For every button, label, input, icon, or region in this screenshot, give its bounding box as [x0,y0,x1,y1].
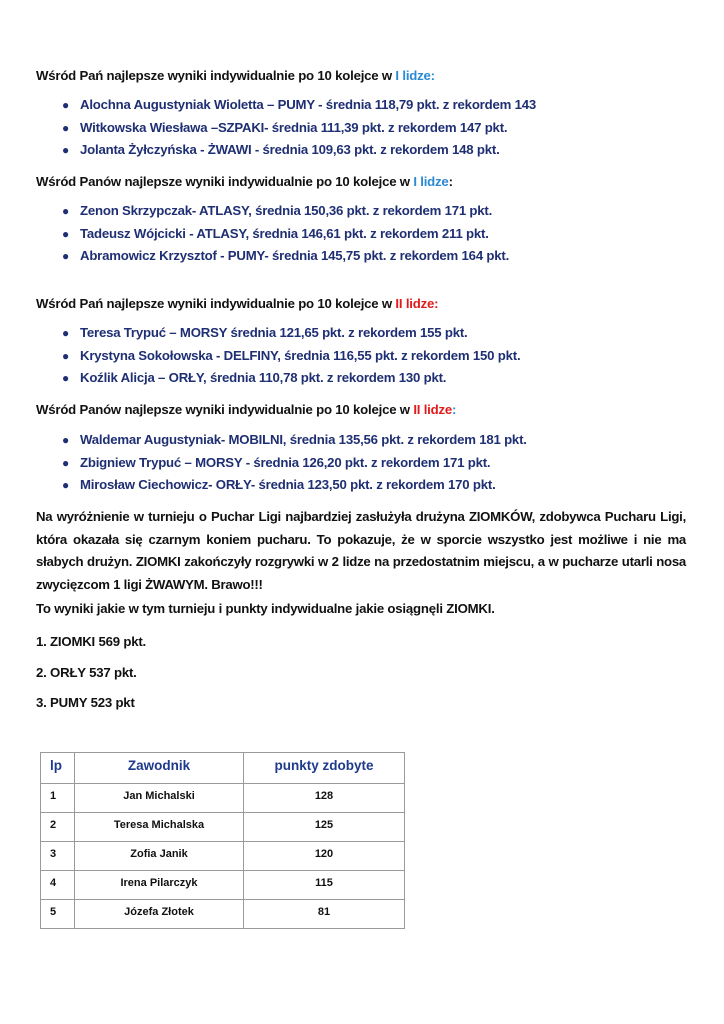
cup-summary-paragraph: Na wyróżnienie w turnieju o Puchar Ligi najbardziej zasłużyła drużyna ZIOMKÓW, zdobywca Pucharu Ligi, która okazała się czarnym koniem pucharu. To pokazuje, że w sporcie wszystko jest możliwe i nie ma słabych drużyn. ZIOMKI zakończyły rozgrywki w 2 lidze na przedostatnim miejscu, a w pucharze utarli nosa zwycięzcom 1 ligi ŻWAWYM. Brawo!!! [36,509,686,592]
list-item [62,139,536,162]
results-list-women-league-2 [62,322,520,390]
bullet-icon: ● [62,455,70,470]
list-item [62,200,509,223]
list-item [62,474,527,497]
list-item [62,223,509,246]
list-item-text: Zbigniew Trypuć – MORSY - średnia 126,20 pkt. z rekordem 171 pkt. [80,454,491,470]
heading-text: Wśród Pań najlepsze wyniki indywidualnie po 10 kolejce w [36,296,396,311]
cell-player: Irena Pilarczyk [75,871,244,900]
cell-points: 81 [244,900,405,929]
list-item-text: Teresa Trypuć – MORSY średnia 121,65 pkt. z rekordem 155 pkt. [80,325,468,340]
ranking-item-3: 3. PUMY 523 pkt [36,695,135,710]
heading-text: Wśród Panów najlepsze wyniki indywidualnie po 10 kolejce w [36,174,414,189]
cell-player: Teresa Michalska [75,813,244,842]
list-item [62,245,509,268]
cell-lp: 2 [41,813,75,842]
cell-lp: 1 [41,784,75,813]
table-header-row [41,753,405,784]
heading-suffix: : [452,402,457,417]
table-row [41,900,405,929]
bullet-icon: ● [62,433,70,447]
bullet-icon: ● [62,478,70,492]
list-item-text: Krystyna Sokołowska - DELFINY, średnia 116,55 pkt. z rekordem 150 pkt. [80,347,521,363]
bullet-icon: ● [62,226,70,241]
bullet-icon: ● [62,143,70,157]
heading-text: Wśród Panów najlepsze wyniki indywidualnie po 10 kolejce w [36,402,414,417]
list-item [62,345,520,368]
bullet-icon: ● [62,120,70,135]
cell-lp: 3 [41,842,75,871]
column-header-points: punkty zdobyte [244,753,405,784]
cell-points: 120 [244,842,405,871]
cell-points: 128 [244,784,405,813]
list-item-text: Alochna Augustyniak Wioletta – PUMY - średnia 118,79 pkt. z rekordem 143 [80,97,536,112]
cell-lp: 4 [41,871,75,900]
ranking-item-1: 1. ZIOMKI 569 pkt. [36,634,146,649]
cell-player: Jan Michalski [75,784,244,813]
list-item-text: Tadeusz Wójcicki - ATLASY, średnia 146,61 pkt. z rekordem 211 pkt. [80,225,489,241]
list-item [62,94,536,117]
list-item-text: Zenon Skrzypczak- ATLASY, średnia 150,36 pkt. z rekordem 171 pkt. [80,203,493,218]
bullet-icon: ● [62,348,70,363]
cell-player: Józefa Złotek [75,900,244,929]
list-item [62,429,527,452]
league-label: II lidze: [395,296,439,311]
bullet-icon: ● [62,371,70,385]
list-item-text: Jolanta Żyłczyńska - ŻWAWI - średnia 109,63 pkt. z rekordem 148 pkt. [80,142,500,157]
column-header-player: Zawodnik [75,753,244,784]
list-item-text: Waldemar Augustyniak- MOBILNI, średnia 135,56 pkt. z rekordem 181 pkt. [80,432,527,447]
results-intro: To wyniki jakie w tym turnieju i punkty indywidualne jakie osiągnęli ZIOMKI. [36,601,495,616]
heading-text: Wśród Pań najlepsze wyniki indywidualnie po 10 kolejce w [36,68,396,83]
league-label: I lidze [413,174,449,189]
player-points-table [40,752,405,929]
list-item [62,367,520,390]
results-list-women-league-1 [62,94,536,162]
table-row [41,842,405,871]
heading-women-league-2 [36,296,438,311]
league-label: I lidze: [395,68,435,83]
bullet-icon: ● [62,204,70,218]
cell-points: 115 [244,871,405,900]
bullet-icon: ● [62,249,70,263]
heading-suffix: : [448,174,453,189]
list-item [62,322,520,345]
heading-women-league-1 [36,68,435,83]
results-list-men-league-2 [62,429,527,497]
table-row [41,871,405,900]
list-item-text: Abramowicz Krzysztof - PUMY- średnia 145,75 pkt. z rekordem 164 pkt. [80,248,510,263]
list-item-text: Witkowska Wiesława –SZPAKI- średnia 111,39 pkt. z rekordem 147 pkt. [80,119,508,135]
list-item [62,452,527,475]
bullet-icon: ● [62,98,70,112]
results-list-men-league-1 [62,200,509,268]
ranking-item-2: 2. ORŁY 537 pkt. [36,665,137,680]
cell-points: 125 [244,813,405,842]
heading-men-league-2 [36,402,456,417]
table-row [41,784,405,813]
list-item-text: Koźlik Alicja – ORŁY, średnia 110,78 pkt. z rekordem 130 pkt. [80,370,447,385]
list-item-text: Mirosław Ciechowicz- ORŁY- średnia 123,50 pkt. z rekordem 170 pkt. [80,477,496,492]
cell-lp: 5 [41,900,75,929]
heading-men-league-1 [36,174,453,189]
league-label: II lidze [413,402,453,417]
list-item [62,117,536,140]
column-header-lp: lp [41,753,75,784]
table-row [41,813,405,842]
cell-player: Zofia Janik [75,842,244,871]
bullet-icon: ● [62,326,70,340]
